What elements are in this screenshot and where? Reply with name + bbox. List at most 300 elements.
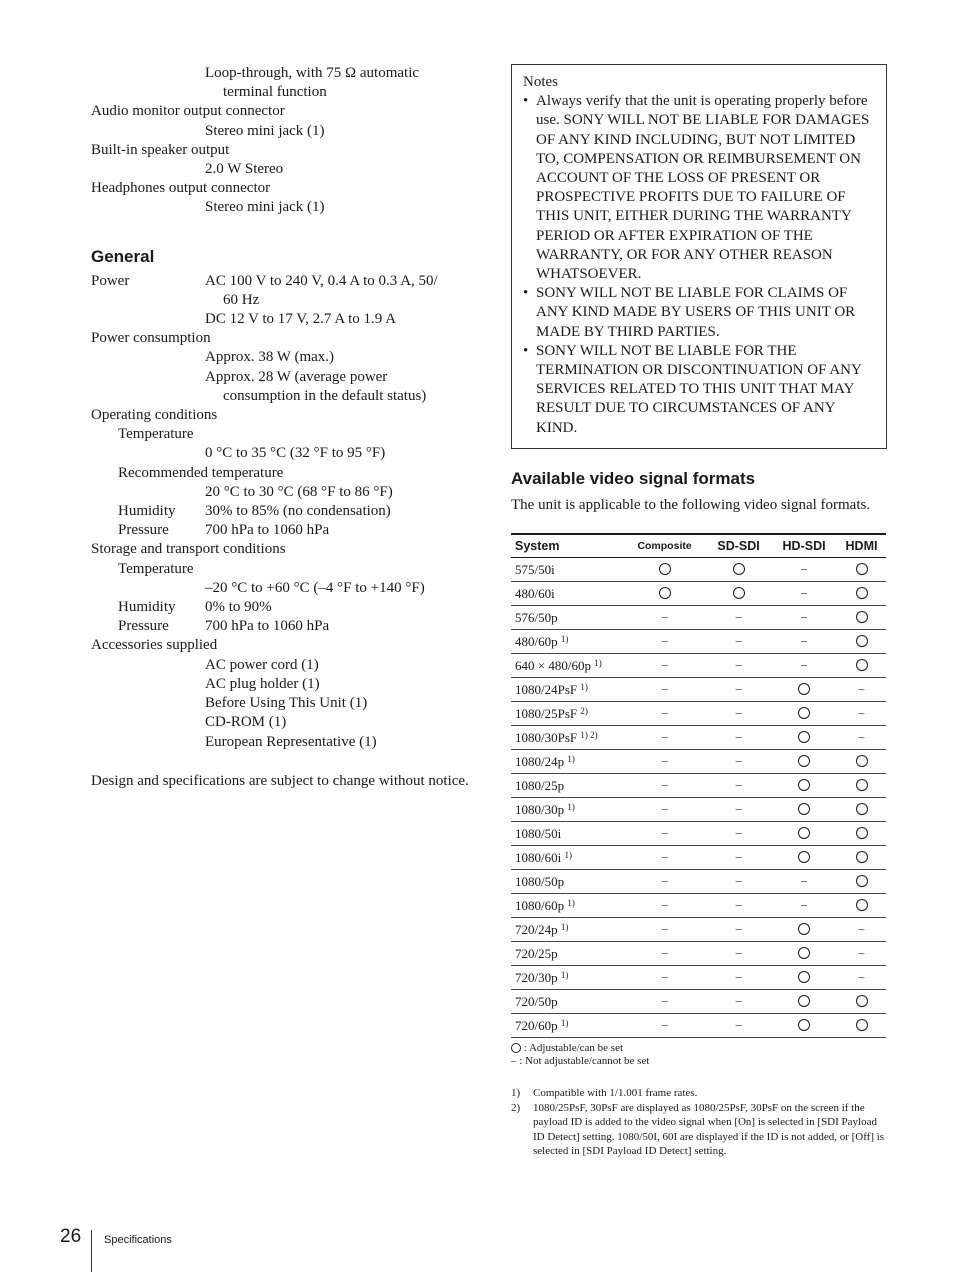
support-cell <box>771 558 837 582</box>
system-cell <box>511 654 623 678</box>
support-cell <box>706 726 771 750</box>
dash-symbol: – <box>858 728 865 743</box>
dash-symbol: – <box>735 848 742 863</box>
dash-symbol: – <box>735 632 742 647</box>
support-cell <box>771 942 837 966</box>
note-item <box>523 342 874 438</box>
column-header: HDMI <box>837 534 886 558</box>
circle-symbol-icon <box>856 755 868 767</box>
spec-value <box>91 122 471 141</box>
legend-adjustable-text: : Adjustable/can be set <box>523 1042 624 1055</box>
dash-symbol: – <box>735 656 742 671</box>
system-name: 480/60p <box>515 633 558 649</box>
footnotes <box>511 1086 887 1159</box>
footnote-number: 2) <box>511 1101 521 1114</box>
table-row <box>511 702 886 726</box>
dash-symbol: – <box>661 800 668 815</box>
support-cell <box>771 990 837 1014</box>
system-cell <box>511 870 623 894</box>
support-cell <box>771 846 837 870</box>
dash-symbol: – <box>661 608 668 623</box>
note-text: SONY WILL NOT BE LIABLE FOR CLAIMS OF ANY KIND MADE BY USERS OF THIS UNIT OR MADE BY THIRD PARTIES. <box>536 285 856 340</box>
accessories-section <box>91 636 471 751</box>
spec-value-line: Loop-through, with 75 Ω automatic <box>205 65 420 81</box>
system-cell <box>511 726 623 750</box>
support-cell <box>623 798 706 822</box>
dash-symbol: – <box>661 824 668 839</box>
footnote-ref: 1) <box>567 801 575 812</box>
spec-value <box>91 64 471 102</box>
dash-symbol: – <box>735 896 742 911</box>
dash-symbol: – <box>661 776 668 791</box>
spec-row <box>91 102 471 140</box>
notes-list <box>523 92 874 438</box>
op-rec-label: Recommended temperature <box>118 464 284 481</box>
accessory-item: AC plug holder (1) <box>205 675 320 692</box>
system-name: 1080/30PsF <box>515 729 578 745</box>
dash-symbol: – <box>801 896 808 911</box>
support-cell <box>623 990 706 1014</box>
support-cell <box>623 846 706 870</box>
formats-header-row <box>511 534 886 558</box>
support-cell <box>623 774 706 798</box>
circle-symbol-icon <box>511 1043 521 1053</box>
circle-symbol-icon <box>798 947 810 959</box>
circle-symbol-icon <box>798 851 810 863</box>
formats-intro: The unit is applicable to the following video signal formats. <box>511 496 871 513</box>
support-cell <box>623 870 706 894</box>
column-header: System <box>511 534 623 558</box>
circle-symbol-icon <box>856 827 868 839</box>
dash-symbol: – <box>661 752 668 767</box>
support-cell <box>706 918 771 942</box>
support-cell <box>837 606 886 630</box>
bullet-icon: • <box>523 342 529 359</box>
support-cell <box>771 870 837 894</box>
footnote-text: Compatible with 1/1.001 frame rates. <box>533 1087 698 1100</box>
system-name: 1080/60i <box>515 849 562 865</box>
support-cell <box>771 798 837 822</box>
support-cell <box>623 654 706 678</box>
circle-symbol-icon <box>798 779 810 791</box>
table-row <box>511 774 886 798</box>
system-name: 575/50i <box>515 561 555 577</box>
consumption-line2-cont: consumption in the default status) <box>223 387 427 404</box>
support-cell <box>706 846 771 870</box>
support-cell <box>837 918 886 942</box>
circle-symbol-icon <box>856 995 868 1007</box>
table-row <box>511 942 886 966</box>
support-cell <box>837 726 886 750</box>
dash-symbol: – <box>735 992 742 1007</box>
support-cell <box>623 630 706 654</box>
support-cell <box>706 822 771 846</box>
power-label: Power <box>91 272 130 289</box>
power-line1-cont: 60 Hz <box>223 291 260 308</box>
support-cell <box>837 990 886 1014</box>
circle-symbol-icon <box>856 875 868 887</box>
support-cell <box>837 558 886 582</box>
op-rec-value: 20 °C to 30 °C (68 °F to 86 °F) <box>205 483 393 500</box>
spec-row <box>91 179 471 217</box>
spec-row <box>91 141 471 179</box>
op-humidity-value: 30% to 85% (no condensation) <box>205 503 391 520</box>
support-cell <box>706 702 771 726</box>
footnote-ref: 1) <box>560 1017 569 1028</box>
st-humidity-value: 0% to 90% <box>205 599 272 616</box>
dash-symbol: – <box>735 824 742 839</box>
table-row <box>511 990 886 1014</box>
system-cell <box>511 558 623 582</box>
system-cell <box>511 942 623 966</box>
legend-not-adjustable: – : Not adjustable/cannot be set <box>511 1055 650 1068</box>
support-cell <box>623 702 706 726</box>
circle-symbol-icon <box>856 587 868 599</box>
circle-symbol-icon <box>733 563 745 575</box>
support-cell <box>706 630 771 654</box>
circle-symbol-icon <box>798 827 810 839</box>
footnote-ref: 1) <box>564 849 572 860</box>
dash-symbol: – <box>858 704 865 719</box>
dash-symbol: – <box>735 608 742 623</box>
support-cell <box>623 606 706 630</box>
system-name: 1080/24p <box>515 753 565 769</box>
system-name: 640 × 480/60p <box>515 657 591 673</box>
note-item <box>523 92 874 284</box>
power-line1: AC 100 V to 240 V, 0.4 A to 0.3 A, 50/ <box>205 272 438 289</box>
support-cell <box>837 798 886 822</box>
op-pressure-label: Pressure <box>118 522 169 539</box>
table-row <box>511 846 886 870</box>
accessories-label: Accessories supplied <box>91 637 218 654</box>
support-cell <box>771 918 837 942</box>
spec-value-line: terminal function <box>223 84 327 101</box>
footnote-ref: 1) <box>560 633 569 644</box>
table-row <box>511 918 886 942</box>
st-pressure-value: 700 hPa to 1060 hPa <box>205 618 330 635</box>
support-cell <box>706 990 771 1014</box>
support-cell <box>706 582 771 606</box>
st-humidity-row <box>91 598 471 617</box>
support-cell <box>623 726 706 750</box>
table-row <box>511 870 886 894</box>
support-cell <box>623 678 706 702</box>
support-cell <box>706 942 771 966</box>
support-cell <box>623 750 706 774</box>
support-cell <box>771 894 837 918</box>
operating-label: Operating conditions <box>91 407 218 424</box>
note-item <box>523 284 874 342</box>
op-humidity-label: Humidity <box>118 503 176 520</box>
table-row <box>511 582 886 606</box>
system-cell <box>511 774 623 798</box>
dash-symbol: – <box>661 656 668 671</box>
system-name: 1080/60p <box>515 897 565 913</box>
operating-conditions <box>91 406 471 502</box>
note-text: Always verify that the unit is operating properly before use. SONY WILL NOT BE LIABLE FOR DAMAGES OF ANY KIND INCLUDING, BUT NOT LIMITED TO, COMPENSATION OR REIMBURSEMENT ON ACCOUNT OF THE LOSS OF PRESENT OR PROSPECTIVE PROFITS DUE TO FAILURE OF THIS UNIT, EITHER DURING THE WARRANTY PERIOD OR AFTER EXPIRATION OF THE WARRANTY, OR FOR ANY OTHER REASON WHATSOEVER. <box>536 93 870 283</box>
formats-table <box>511 533 886 1038</box>
column-header: Composite <box>623 534 706 558</box>
support-cell <box>837 966 886 990</box>
spec-value <box>91 198 471 217</box>
support-cell <box>837 702 886 726</box>
system-cell <box>511 918 623 942</box>
circle-symbol-icon <box>856 1019 868 1031</box>
circle-symbol-icon <box>798 803 810 815</box>
dash-symbol: – <box>735 920 742 935</box>
circle-symbol-icon <box>856 563 868 575</box>
dash-symbol: – <box>735 704 742 719</box>
support-cell <box>771 774 837 798</box>
formats-heading: Available video signal formats <box>511 468 756 488</box>
dash-symbol: – <box>661 920 668 935</box>
support-cell <box>837 942 886 966</box>
accessory-item: CD-ROM (1) <box>205 714 287 731</box>
dash-symbol: – <box>661 680 668 695</box>
support-cell <box>837 894 886 918</box>
right-column <box>511 64 887 1159</box>
support-cell <box>623 918 706 942</box>
dash-symbol: – <box>661 728 668 743</box>
support-cell <box>837 654 886 678</box>
support-cell <box>706 678 771 702</box>
op-pressure-row <box>91 521 471 540</box>
system-name: 720/50p <box>515 993 558 1009</box>
table-row <box>511 798 886 822</box>
circle-symbol-icon <box>798 731 810 743</box>
st-temp-label: Temperature <box>118 560 194 577</box>
dash-symbol: – <box>801 656 808 671</box>
system-name: 1080/50i <box>515 825 562 841</box>
support-cell <box>623 558 706 582</box>
circle-symbol-icon <box>798 923 810 935</box>
support-cell <box>623 942 706 966</box>
circle-symbol-icon <box>659 587 671 599</box>
support-cell <box>771 1014 837 1038</box>
table-row <box>511 726 886 750</box>
footnote-ref: 1) 2) <box>580 729 598 740</box>
support-cell <box>706 654 771 678</box>
st-pressure-label: Pressure <box>118 618 169 635</box>
support-cell <box>837 846 886 870</box>
system-name: 576/50p <box>515 609 558 625</box>
op-humidity-row <box>91 502 471 521</box>
footnote-ref: 1) <box>560 921 569 932</box>
legend <box>511 1042 887 1068</box>
dash-symbol: – <box>735 968 742 983</box>
support-cell <box>706 966 771 990</box>
support-cell <box>706 774 771 798</box>
circle-symbol-icon <box>733 587 745 599</box>
footnote-ref: 1) <box>594 657 602 668</box>
support-cell <box>706 606 771 630</box>
spec-value-line: Stereo mini jack (1) <box>205 199 325 216</box>
consumption-row <box>91 329 471 406</box>
column-header: SD-SDI <box>706 534 771 558</box>
dash-symbol: – <box>735 800 742 815</box>
dash-symbol: – <box>801 584 808 599</box>
circle-symbol-icon <box>856 779 868 791</box>
support-cell <box>771 726 837 750</box>
dash-symbol: – <box>858 920 865 935</box>
general-heading: General <box>91 246 155 266</box>
footnote-ref: 2) <box>580 705 588 716</box>
system-name: 1080/24PsF <box>515 681 578 697</box>
spec-label: Headphones output connector <box>91 180 271 197</box>
table-row <box>511 606 886 630</box>
bullet-icon: • <box>523 285 529 302</box>
system-cell <box>511 846 623 870</box>
support-cell <box>837 750 886 774</box>
system-cell <box>511 990 623 1014</box>
st-pressure-row <box>91 617 471 636</box>
accessory-item: AC power cord (1) <box>205 656 319 673</box>
dash-symbol: – <box>858 944 865 959</box>
consumption-label: Power consumption <box>91 330 211 347</box>
circle-symbol-icon <box>856 635 868 647</box>
table-row <box>511 1014 886 1038</box>
circle-symbol-icon <box>659 563 671 575</box>
support-cell <box>837 822 886 846</box>
system-name: 1080/30p <box>515 801 565 817</box>
spec-label: Built-in speaker output <box>91 141 230 158</box>
power-value-ac <box>205 272 438 310</box>
dash-symbol: – <box>735 1016 742 1031</box>
support-cell <box>623 582 706 606</box>
circle-symbol-icon <box>798 971 810 983</box>
system-cell <box>511 798 623 822</box>
dash-symbol: – <box>801 560 808 575</box>
support-cell <box>771 630 837 654</box>
system-cell <box>511 822 623 846</box>
storage-label: Storage and transport conditions <box>91 541 286 558</box>
dash-symbol: – <box>661 872 668 887</box>
system-name: 720/24p <box>515 921 558 937</box>
storage-conditions <box>91 540 471 598</box>
circle-symbol-icon <box>856 851 868 863</box>
dash-symbol: – <box>661 896 668 911</box>
dash-symbol: – <box>661 704 668 719</box>
support-cell <box>771 606 837 630</box>
power-row <box>91 272 471 310</box>
support-cell <box>706 1014 771 1038</box>
system-name: 720/60p <box>515 1017 558 1033</box>
dash-symbol: – <box>661 944 668 959</box>
system-cell <box>511 606 623 630</box>
formats-body <box>511 558 886 1038</box>
support-cell <box>771 678 837 702</box>
dash-symbol: – <box>858 680 865 695</box>
st-humidity-label: Humidity <box>118 599 176 616</box>
page-number: 26 <box>60 1226 82 1247</box>
circle-symbol-icon <box>856 611 868 623</box>
consumption-line2: Approx. 28 W (average power <box>205 368 388 385</box>
support-cell <box>771 822 837 846</box>
circle-symbol-icon <box>798 755 810 767</box>
dash-symbol: – <box>661 848 668 863</box>
table-row <box>511 822 886 846</box>
system-name: 480/60i <box>515 585 555 601</box>
table-row <box>511 654 886 678</box>
support-cell <box>771 966 837 990</box>
column-header: HD-SDI <box>771 534 837 558</box>
video-spec-list <box>91 64 471 218</box>
consumption-values <box>91 348 471 406</box>
spec-value-line: 2.0 W Stereo <box>205 161 284 178</box>
op-temp-label: Temperature <box>118 426 194 443</box>
system-name: 1080/25PsF <box>515 705 578 721</box>
support-cell <box>623 966 706 990</box>
dash-symbol: – <box>801 632 808 647</box>
support-cell <box>623 894 706 918</box>
dash-symbol: – <box>661 1016 668 1031</box>
power-line2: DC 12 V to 17 V, 2.7 A to 1.9 A <box>205 311 397 328</box>
circle-symbol-icon <box>856 803 868 815</box>
st-temp-value: –20 °C to +60 °C (–4 °F to +140 °F) <box>205 579 425 596</box>
note-text: SONY WILL NOT BE LIABLE FOR THE TERMINATION OR DISCONTINUATION OF ANY SERVICES RELATED TO THIS UNIT THAT MAY RESULT DUE TO CIRCUMSTANCES OF ANY KIND. <box>536 342 862 436</box>
footnote-ref: 1) <box>567 897 575 908</box>
dash-symbol: – <box>801 608 808 623</box>
footnote-number: 1) <box>511 1087 521 1100</box>
footnote-ref: 1) <box>560 969 569 980</box>
support-cell <box>771 750 837 774</box>
dash-symbol: – <box>661 992 668 1007</box>
dash-symbol: – <box>661 968 668 983</box>
support-cell <box>706 894 771 918</box>
system-cell <box>511 750 623 774</box>
table-row <box>511 966 886 990</box>
dash-symbol: – <box>735 776 742 791</box>
spec-label: Audio monitor output connector <box>91 103 285 120</box>
system-cell <box>511 630 623 654</box>
dash-symbol: – <box>735 872 742 887</box>
left-column <box>91 64 471 791</box>
op-temp-value: 0 °C to 35 °C (32 °F to 95 °F) <box>205 445 386 462</box>
table-row <box>511 678 886 702</box>
circle-symbol-icon <box>798 683 810 695</box>
support-cell <box>837 870 886 894</box>
spec-value-line: Stereo mini jack (1) <box>205 122 325 139</box>
circle-symbol-icon <box>798 707 810 719</box>
accessory-item: European Representative (1) <box>205 733 377 750</box>
footnote-text: 1080/25PsF, 30PsF are displayed as 1080/25PsF, 30PsF on the screen if the payload ID is added to the video signal when [On] is selected in [SDI Payload ID Detect] setting. 1080/50I, 60I are displayed if the ID is not added, or [Off] is selected in [SDI Payload ID Detect] setting. <box>533 1101 885 1158</box>
system-cell <box>511 894 623 918</box>
footnote-item <box>511 1101 887 1159</box>
table-row <box>511 558 886 582</box>
circle-symbol-icon <box>798 1019 810 1031</box>
support-cell <box>837 678 886 702</box>
table-row <box>511 894 886 918</box>
support-cell <box>706 750 771 774</box>
support-cell <box>837 774 886 798</box>
footnote-ref: 1) <box>580 681 588 692</box>
support-cell <box>623 1014 706 1038</box>
notes-box <box>511 64 887 449</box>
dash-symbol: – <box>801 872 808 887</box>
system-cell <box>511 702 623 726</box>
table-row <box>511 750 886 774</box>
system-cell <box>511 966 623 990</box>
circle-symbol-icon <box>856 899 868 911</box>
dash-symbol: – <box>735 944 742 959</box>
dash-symbol: – <box>735 728 742 743</box>
footnote-ref: 1) <box>567 753 575 764</box>
system-cell <box>511 1014 623 1038</box>
circle-symbol-icon <box>856 659 868 671</box>
op-pressure-value: 700 hPa to 1060 hPa <box>205 522 330 539</box>
bullet-icon: • <box>523 93 529 110</box>
support-cell <box>623 822 706 846</box>
